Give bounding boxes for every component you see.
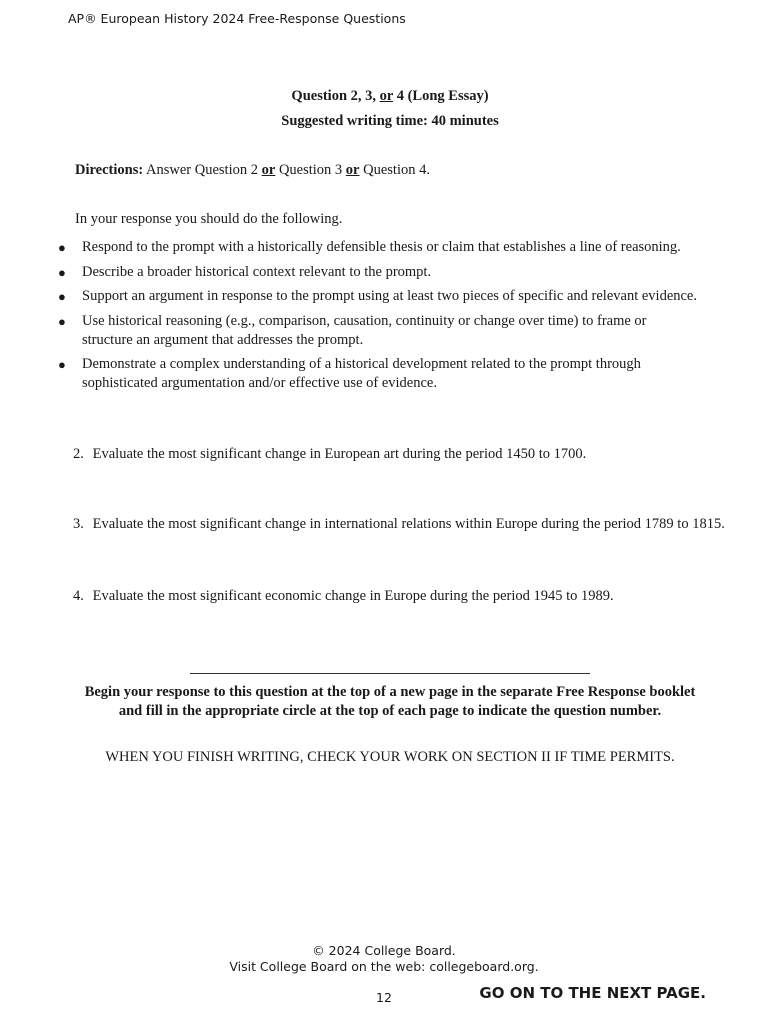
task-text: Use historical reasoning (e.g., comparison, causation, continuity or change over time) to frame or structure an argument that addresses the prompt. <box>82 312 647 348</box>
question-text: Evaluate the most significant change in international relations within Europe during the period 1789 to 1815. <box>92 516 725 532</box>
directions-part1: Answer Question 2 <box>146 162 258 178</box>
instruction-line-2: and fill in the appropriate circle at the top of each page to indicate the question number. <box>118 703 662 719</box>
copyright-block <box>0 943 768 975</box>
list-item <box>58 263 698 282</box>
booklet-instruction <box>0 683 768 721</box>
question-3 <box>73 516 725 533</box>
task-text: Describe a broader historical context relevant to the prompt. <box>82 263 432 280</box>
page-number: 12 <box>376 990 392 1005</box>
title-prefix: Question 2, 3, <box>291 88 377 104</box>
question-title <box>0 88 768 105</box>
visit-text: Visit College Board on the web: collegeboard.org. <box>229 959 539 974</box>
task-text: Demonstrate a complex understanding of a historical development related to the prompt through sophisticated argumentation and/or effective use of evidence. <box>82 356 641 391</box>
next-page-notice: GO ON TO THE NEXT PAGE. <box>479 984 706 1002</box>
directions-part3: Question 4. <box>363 162 430 178</box>
list-item <box>58 287 698 306</box>
task-text: Respond to the prompt with a historically defensible thesis or claim that establishes a line of reasoning. <box>82 239 681 255</box>
copyright-text: © 2024 College Board. <box>312 943 456 958</box>
directions-part2: Question 3 <box>278 162 343 178</box>
question-2 <box>73 446 586 463</box>
title-suffix: 4 (Long Essay) <box>396 88 489 104</box>
question-number: 3. <box>73 516 84 532</box>
directions-or-2: or <box>345 162 360 178</box>
bullet-icon: ● <box>58 357 66 372</box>
bullet-icon: ● <box>58 264 66 280</box>
divider <box>190 673 590 674</box>
writing-time: Suggested writing time: 40 minutes <box>281 113 499 129</box>
list-item <box>58 238 698 257</box>
directions <box>75 162 430 179</box>
response-intro: In your response you should do the following. <box>75 211 343 227</box>
task-list <box>58 238 698 399</box>
bullet-icon: ● <box>58 240 66 255</box>
directions-or-1: or <box>261 162 276 178</box>
bullet-icon: ● <box>58 289 66 304</box>
question-text: Evaluate the most significant economic change in Europe during the period 1945 to 1989. <box>92 588 614 604</box>
list-item <box>58 355 698 393</box>
question-number: 4. <box>73 588 84 604</box>
directions-label: Directions: <box>75 162 144 178</box>
instruction-line-1: Begin your response to this question at the top of a new page in the separate Free Response booklet <box>84 684 696 700</box>
title-or: or <box>379 88 394 104</box>
list-item <box>58 312 698 350</box>
finish-notice: WHEN YOU FINISH WRITING, CHECK YOUR WORK ON SECTION II IF TIME PERMITS. <box>105 749 675 765</box>
question-text: Evaluate the most significant change in European art during the period 1450 to 1700. <box>92 446 587 462</box>
question-number: 2. <box>73 446 84 462</box>
running-header: AP® European History 2024 Free-Response Questions <box>68 11 406 26</box>
bullet-icon: ● <box>58 313 66 329</box>
task-text: Support an argument in response to the prompt using at least two pieces of specific and relevant evidence. <box>82 288 697 304</box>
question-4 <box>73 588 614 605</box>
